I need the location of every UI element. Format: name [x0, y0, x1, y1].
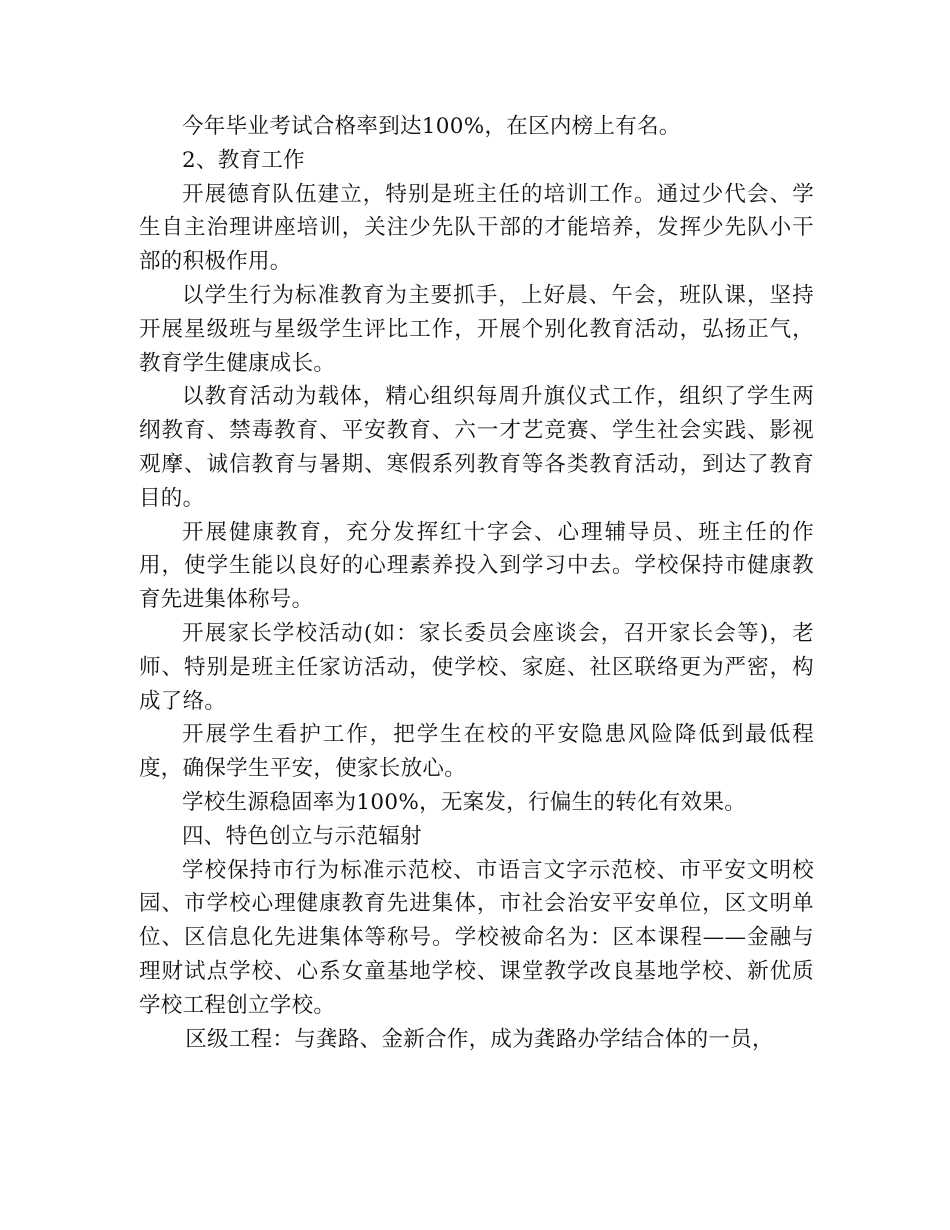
document-body [139, 110, 814, 1056]
paragraph-behavior-standards: 以学生行为标准教育为主要抓手，上好晨、午会，班队课，坚持开展星级班与星级学生评比工作，开展个别化教育活动，弘扬正气，教育学生健康成长。 [139, 282, 814, 376]
paragraph-education-activities: 以教育活动为载体，精心组织每周升旗仪式工作，组织了学生两纲教育、禁毒教育、平安教育、六一才艺竞赛、学生社会实践、影视观摩、诚信教育与暑期、寒假系列教育等各类教育活动，到达了教育目的。 [139, 384, 814, 511]
paragraph-moral-education-team: 开展德育队伍建立，特别是班主任的培训工作。通过少代会、学生自主治理讲座培训，关注少先队干部的才能培养，发挥少先队小干部的积极作用。 [139, 181, 814, 275]
paragraph-district-project: 区级工程：与龚路、金新合作，成为龚路办学结合体的一员， [185, 1026, 774, 1052]
paragraph-enrollment-stability: 学校生源稳固率为100%，无案发，行偏生的转化有效果。 [182, 789, 747, 815]
paragraph-school-honors: 学校保持市行为标准示范校、市语言文字示范校、市平安文明校园、市学校心理健康教育先进集体，市社会治安平安单位，区文明单位、区信息化先进集体等称号。学校被命名为：区本课程——金融与理财试点学校、心系女童基地学校、课堂教学改良基地学校、新优质学校工程创立学校。 [139, 857, 814, 1018]
section-heading-education-work: 2、教育工作 [182, 147, 305, 173]
paragraph-exam-pass-rate: 今年毕业考试合格率到达100%，在区内榜上有名。 [182, 114, 681, 139]
section-heading-features: 四、特色创立与示范辐射 [182, 823, 422, 849]
paragraph-parent-school: 开展家长学校活动(如：家长委员会座谈会，召开家长会等)，老师、特别是班主任家访活动，使学校、家庭、社区联络更为严密，构成了络。 [139, 620, 814, 714]
paragraph-student-care: 开展学生看护工作，把学生在校的平安隐患风险降低到最低程度，确保学生平安，使家长放心。 [139, 722, 814, 782]
paragraph-health-education: 开展健康教育，充分发挥红十字会、心理辅导员、班主任的作用，使学生能以良好的心理素养投入到学习中去。学校保持市健康教育先进集体称号。 [139, 519, 814, 613]
